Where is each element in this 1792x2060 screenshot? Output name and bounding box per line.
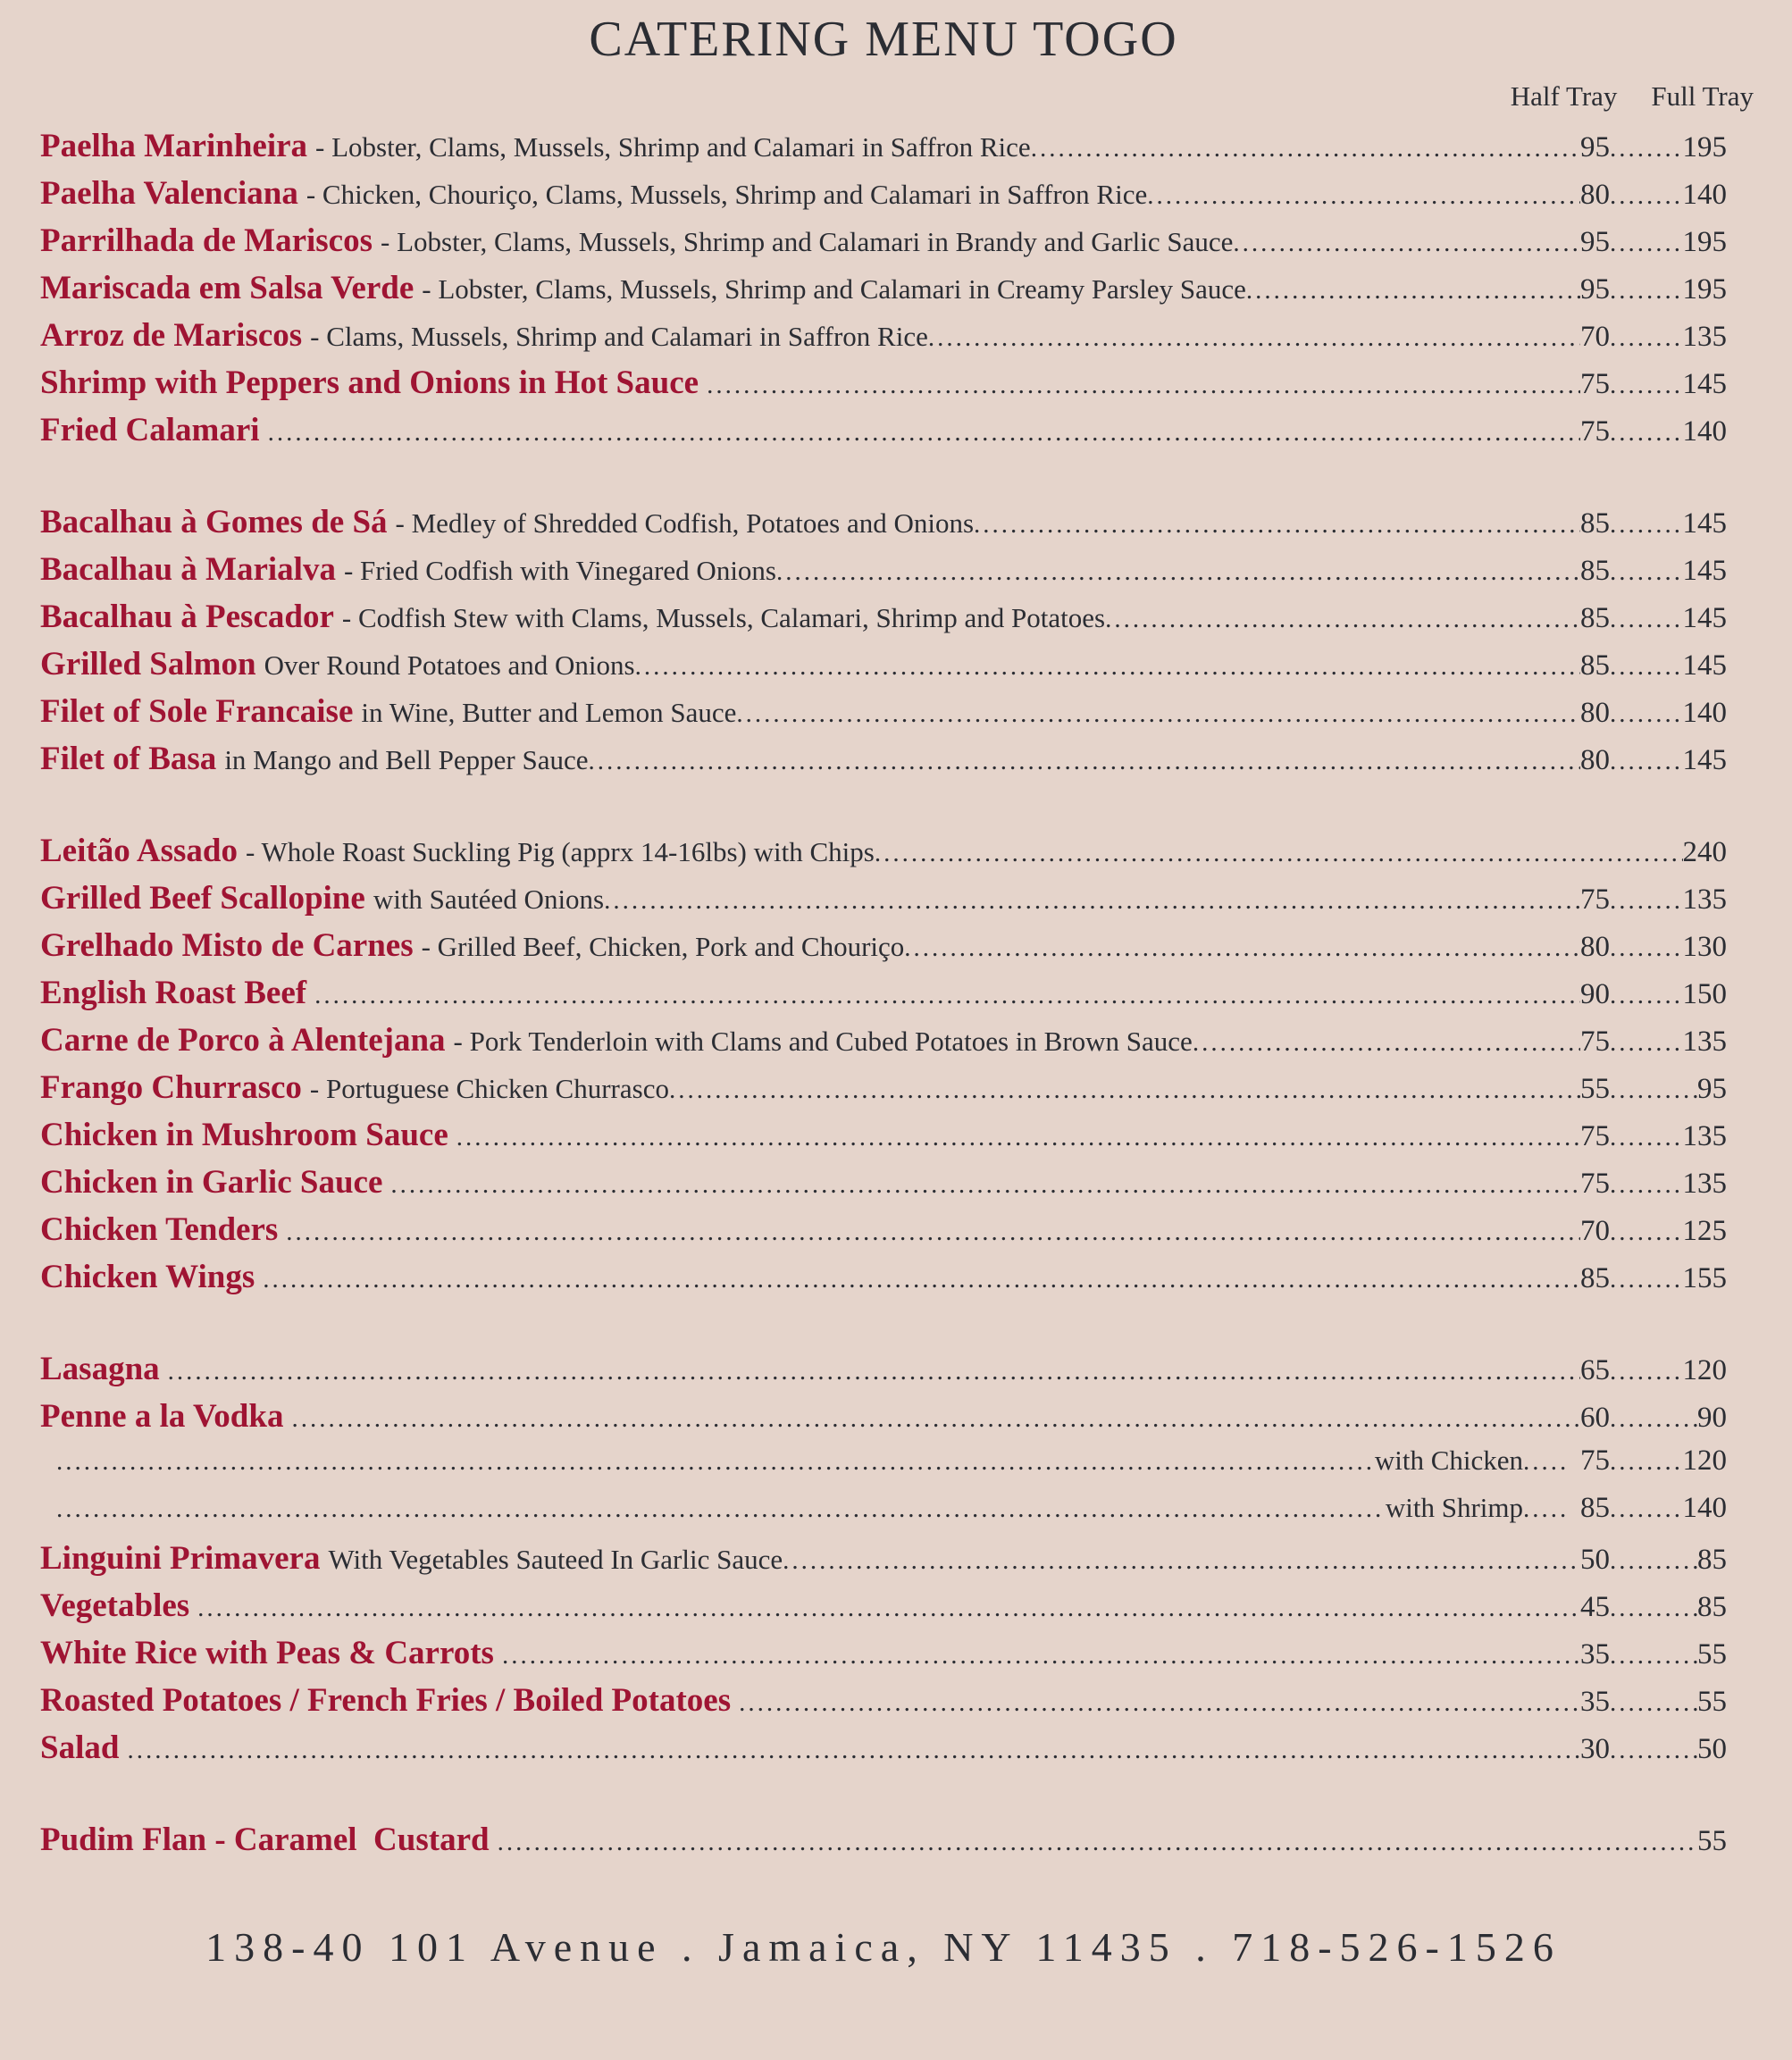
dotted-leader	[904, 934, 1580, 963]
dotted-leader	[974, 510, 1580, 540]
item-name: Paelha Marinheira	[40, 128, 308, 164]
item-name: with Shrimp	[1385, 1492, 1523, 1523]
price-group	[1580, 744, 1727, 777]
menu-item-row	[40, 974, 1727, 1021]
sub-item-dots	[1523, 1495, 1566, 1524]
price-separator-dots	[1610, 557, 1683, 587]
full-tray-price: 145	[1682, 368, 1727, 400]
menu-item-row	[40, 1116, 1727, 1163]
price-group	[1580, 273, 1727, 306]
half-tray-price: 75	[1580, 368, 1610, 400]
half-tray-price: 85	[1580, 1262, 1610, 1294]
item-name: Grilled Salmon	[40, 646, 256, 682]
menu-item-row	[40, 1587, 1727, 1634]
dotted-leader	[127, 1736, 1580, 1765]
half-tray-price: 55	[1580, 1073, 1610, 1105]
item-description: in Wine, Butter and Lemon Sauce	[361, 697, 737, 728]
price-separator-dots	[1610, 1736, 1697, 1765]
price-separator-dots	[1610, 605, 1683, 634]
item-name: Filet of Basa	[40, 741, 217, 777]
price-separator-dots	[1610, 747, 1683, 776]
price-separator-dots	[1610, 510, 1683, 540]
full-tray-price: 155	[1682, 1262, 1727, 1294]
half-tray-column-header: Half Tray	[1510, 80, 1618, 112]
full-tray-price: 195	[1682, 131, 1727, 163]
half-tray-price: 95	[1580, 131, 1610, 163]
dotted-leader	[56, 1447, 1371, 1477]
half-tray-price: 35	[1580, 1686, 1610, 1718]
item-name: White Rice with Peas & Carrots	[40, 1635, 494, 1671]
price-separator-dots	[1610, 1594, 1697, 1623]
half-tray-price: 80	[1580, 697, 1610, 729]
item-name: Penne a la Vodka	[40, 1398, 284, 1435]
item-name: Carne de Porco à Alentejana	[40, 1022, 446, 1059]
half-tray-price: 85	[1580, 649, 1610, 682]
item-name: Parrilhada de Mariscos	[40, 222, 373, 259]
dotted-leader	[56, 1495, 1382, 1524]
page-title: CATERING MENU TOGO	[589, 12, 1178, 67]
dotted-leader	[589, 747, 1580, 776]
menu-item-row	[40, 269, 1727, 316]
full-tray-price: 240	[1682, 836, 1727, 868]
item-name: Paelha Valenciana	[40, 175, 298, 212]
item-name: Bacalhau à Pescador	[40, 599, 334, 635]
price-separator-dots	[1610, 1218, 1683, 1247]
item-description: - Pork Tenderloin with Clams and Cubed Potatoes in Brown Sauce	[453, 1026, 1193, 1057]
dotted-leader	[1233, 229, 1580, 258]
menu-item-row	[40, 1210, 1727, 1258]
price-separator-dots	[1610, 229, 1683, 258]
full-tray-price: 145	[1682, 649, 1727, 682]
half-tray-price: 85	[1580, 507, 1610, 540]
price-separator-dots	[1610, 1076, 1697, 1105]
full-tray-price: 145	[1682, 555, 1727, 587]
menu-sections	[40, 127, 1727, 1868]
dotted-leader	[776, 557, 1580, 587]
price-group	[1580, 697, 1727, 730]
item-description: - Portuguese Chicken Churrasco	[309, 1073, 669, 1104]
price-separator-dots	[1610, 371, 1683, 400]
price-separator-dots	[1610, 1495, 1683, 1524]
item-name: Chicken in Mushroom Sauce	[40, 1117, 448, 1153]
item-name: Chicken Wings	[40, 1259, 255, 1295]
item-name: Chicken in Garlic Sauce	[40, 1164, 383, 1201]
price-group	[1580, 368, 1727, 401]
menu-item-row	[40, 692, 1727, 740]
price-separator-dots	[1610, 1028, 1683, 1058]
half-tray-price: 85	[1580, 602, 1610, 634]
full-tray-price: 135	[1682, 321, 1727, 353]
item-description: - Clams, Mussels, Shrimp and Calamari in Saffron Rice	[310, 321, 928, 352]
half-tray-price: 70	[1580, 1215, 1610, 1247]
full-tray-price: 120	[1682, 1354, 1727, 1386]
item-name: Chicken Tenders	[40, 1211, 279, 1248]
menu-item-row	[40, 1445, 1727, 1492]
dotted-leader	[783, 1546, 1580, 1576]
dotted-leader	[314, 981, 1580, 1010]
item-name: with Chicken	[1374, 1445, 1523, 1476]
full-tray-price: 95	[1697, 1073, 1727, 1105]
menu-item-row	[40, 1634, 1727, 1681]
menu-item-row	[40, 316, 1727, 364]
full-tray-price: 195	[1682, 226, 1727, 258]
price-separator-dots	[1610, 934, 1683, 963]
full-tray-price: 135	[1682, 1120, 1727, 1152]
price-separator-dots	[1610, 1447, 1683, 1477]
menu-item-row	[40, 879, 1727, 926]
price-group	[1580, 1733, 1727, 1766]
price-group	[1580, 1638, 1727, 1671]
full-tray-price: 55	[1697, 1686, 1727, 1718]
price-separator-dots	[1610, 134, 1683, 163]
price-group	[1580, 1026, 1727, 1059]
price-group	[1580, 1168, 1727, 1201]
dotted-leader	[291, 1404, 1580, 1434]
item-description: - Lobster, Clams, Mussels, Shrimp and Calamari in Saffron Rice	[315, 131, 1031, 163]
half-tray-price: 35	[1580, 1638, 1610, 1671]
half-tray-price: 90	[1580, 978, 1610, 1010]
price-group	[1580, 1544, 1727, 1577]
full-tray-price: 135	[1682, 1026, 1727, 1058]
menu-item-row	[40, 364, 1727, 411]
price-group	[1580, 131, 1727, 164]
price-separator-dots	[1610, 1123, 1683, 1152]
half-tray-price: 75	[1580, 1445, 1610, 1477]
item-description: - Medley of Shredded Codfish, Potatoes and Onions	[395, 507, 975, 539]
price-group	[1580, 179, 1727, 212]
half-tray-price: 85	[1580, 1492, 1610, 1524]
half-tray-price: 95	[1580, 226, 1610, 258]
full-tray-price: 50	[1697, 1733, 1727, 1765]
full-tray-price: 55	[1697, 1825, 1727, 1857]
dotted-leader	[1246, 276, 1580, 306]
price-group	[1580, 1445, 1727, 1478]
menu-item-row	[40, 1350, 1727, 1397]
price-group	[1580, 1402, 1727, 1435]
price-group	[1580, 931, 1727, 964]
full-tray-price: 140	[1682, 697, 1727, 729]
full-tray-price: 85	[1697, 1591, 1727, 1623]
price-group	[1580, 415, 1727, 448]
price-group	[1580, 883, 1727, 917]
full-tray-price: 140	[1682, 179, 1727, 211]
price-group	[1580, 1262, 1727, 1295]
item-name: Grilled Beef Scallopine	[40, 880, 365, 917]
full-tray-price: 125	[1682, 1215, 1727, 1247]
dotted-leader	[635, 652, 1580, 682]
price-separator-dots	[1610, 886, 1683, 916]
full-tray-price: 145	[1682, 744, 1727, 776]
menu-item-row	[40, 222, 1727, 269]
price-group	[1580, 978, 1727, 1011]
dotted-leader	[669, 1076, 1580, 1105]
price-group	[1580, 1686, 1727, 1719]
menu-item-row	[40, 1492, 1727, 1539]
half-tray-price: 75	[1580, 1168, 1610, 1200]
menu-item-row	[40, 1821, 1727, 1868]
item-name: Roasted Potatoes / French Fries / Boiled Potatoes	[40, 1682, 732, 1719]
full-tray-price: 90	[1697, 1402, 1727, 1434]
half-tray-price: 80	[1580, 744, 1610, 776]
menu-item-row	[40, 503, 1727, 550]
price-group	[1580, 507, 1727, 540]
dotted-leader	[502, 1641, 1580, 1671]
price-group	[1580, 555, 1727, 588]
full-tray-price: 195	[1682, 273, 1727, 306]
menu-item-row	[40, 1068, 1727, 1116]
item-name: Linguini Primavera	[40, 1540, 321, 1577]
half-tray-price: 65	[1580, 1354, 1610, 1386]
menu-item-row	[40, 740, 1727, 787]
item-description: - Whole Roast Suckling Pig (apprx 14-16lbs) with Chips	[246, 836, 875, 867]
price-separator-dots	[1610, 1170, 1683, 1200]
item-name: Fried Calamari	[40, 412, 260, 448]
full-tray-price: 145	[1682, 602, 1727, 634]
half-tray-price: 45	[1580, 1591, 1610, 1623]
price-group	[1580, 602, 1727, 635]
menu-item-row	[40, 127, 1727, 174]
item-name: Filet of Sole Francaise	[40, 693, 354, 730]
item-name: Bacalhau à Gomes de Sá	[40, 504, 388, 540]
menu-item-row	[40, 174, 1727, 222]
half-tray-price: 70	[1580, 321, 1610, 353]
item-name: Leitão Assado	[40, 833, 239, 869]
price-separator-dots	[1610, 1357, 1683, 1386]
half-tray-price: 75	[1580, 415, 1610, 448]
item-description: with Sautéed Onions	[373, 883, 605, 915]
dotted-leader	[197, 1594, 1580, 1623]
price-group	[1580, 649, 1727, 682]
dotted-leader	[1193, 1028, 1580, 1058]
item-description: in Mango and Bell Pepper Sauce	[224, 744, 589, 775]
price-column-headers	[40, 80, 1754, 113]
dotted-leader	[604, 886, 1580, 916]
dotted-leader	[390, 1170, 1580, 1200]
item-description: Over Round Potatoes and Onions	[264, 649, 635, 681]
menu-item-row	[40, 1258, 1727, 1305]
half-tray-price: 95	[1580, 273, 1610, 306]
price-separator-dots	[1610, 181, 1683, 211]
item-name: Bacalhau à Marialva	[40, 551, 336, 588]
menu-section	[40, 1350, 1727, 1776]
full-tray-column-header: Full Tray	[1651, 80, 1754, 112]
menu-item-row	[40, 1021, 1727, 1068]
half-tray-price: 80	[1580, 931, 1610, 963]
full-tray-price: 55	[1697, 1638, 1727, 1671]
item-description: With Vegetables Sauteed In Garlic Sauce	[328, 1544, 783, 1575]
item-name: Shrimp with Peppers and Onions in Hot Sauce	[40, 364, 699, 401]
item-name: English Roast Beef	[40, 975, 307, 1011]
full-tray-price: 135	[1682, 883, 1727, 916]
full-tray-price: 130	[1682, 931, 1727, 963]
price-separator-dots	[1610, 1404, 1697, 1434]
dotted-leader	[736, 699, 1580, 729]
price-separator-dots	[1610, 699, 1683, 729]
item-description: - Fried Codfish with Vinegared Onions	[343, 555, 776, 586]
price-group	[1683, 836, 1728, 869]
half-tray-price: 85	[1580, 555, 1610, 587]
item-name: Vegetables	[40, 1587, 190, 1624]
price-group	[1580, 226, 1727, 259]
item-name: Pudim Flan - Caramel Custard	[40, 1821, 490, 1858]
price-group	[1580, 321, 1727, 354]
menu-item-row	[40, 926, 1727, 974]
price-separator-dots	[1610, 323, 1683, 353]
price-group	[1580, 1120, 1727, 1153]
menu-section	[40, 503, 1727, 787]
price-group	[1580, 1215, 1727, 1248]
menu-item-row	[40, 550, 1727, 598]
dotted-leader	[1031, 134, 1580, 163]
menu-section	[40, 127, 1727, 458]
item-description: - Lobster, Clams, Mussels, Shrimp and Calamari in Brandy and Garlic Sauce	[381, 226, 1234, 257]
item-name: Frango Churrasco	[40, 1069, 302, 1106]
item-name: Arroz de Mariscos	[40, 317, 303, 354]
price-separator-dots	[1610, 418, 1683, 448]
dotted-leader	[263, 1265, 1580, 1294]
price-separator-dots	[1610, 1688, 1697, 1718]
menu-item-row	[40, 1729, 1727, 1776]
half-tray-price: 50	[1580, 1544, 1610, 1576]
dotted-leader	[1105, 605, 1580, 634]
dotted-leader	[268, 418, 1580, 448]
dotted-leader	[875, 839, 1683, 868]
price-separator-dots	[1610, 1641, 1697, 1671]
full-tray-price: 120	[1682, 1445, 1727, 1477]
menu-item-row	[40, 1397, 1727, 1445]
full-tray-price: 140	[1682, 1492, 1727, 1524]
price-separator-dots	[1610, 652, 1683, 682]
full-tray-price: 135	[1682, 1168, 1727, 1200]
half-tray-price: 75	[1580, 883, 1610, 916]
dotted-leader	[739, 1688, 1580, 1718]
half-tray-price: 30	[1580, 1733, 1610, 1765]
full-tray-price: 150	[1682, 978, 1727, 1010]
dotted-leader	[456, 1123, 1580, 1152]
menu-item-row	[40, 1163, 1727, 1210]
menu-item-row	[40, 1681, 1727, 1729]
price-group	[1697, 1825, 1727, 1858]
half-tray-price: 75	[1580, 1026, 1610, 1058]
sub-item-dots	[1523, 1447, 1566, 1477]
item-description: - Codfish Stew with Clams, Mussels, Calamari, Shrimp and Potatoes	[341, 602, 1106, 633]
item-description: - Grilled Beef, Chicken, Pork and Chouriço	[421, 931, 905, 962]
price-separator-dots	[1610, 1546, 1697, 1576]
price-group	[1580, 1492, 1727, 1525]
menu-item-row	[40, 832, 1727, 879]
full-tray-price: 85	[1697, 1544, 1727, 1576]
dotted-leader	[928, 323, 1580, 353]
half-tray-price: 60	[1580, 1402, 1610, 1434]
menu-section	[40, 832, 1727, 1305]
menu-section	[40, 1821, 1727, 1868]
price-group	[1580, 1073, 1727, 1106]
price-group	[1580, 1591, 1727, 1624]
item-description: - Lobster, Clams, Mussels, Shrimp and Calamari in Creamy Parsley Sauce	[422, 273, 1246, 305]
price-group	[1580, 1354, 1727, 1387]
item-name: Lasagna	[40, 1351, 160, 1387]
half-tray-price: 80	[1580, 179, 1610, 211]
menu-item-row	[40, 645, 1727, 692]
dotted-leader	[707, 371, 1580, 400]
price-separator-dots	[1610, 981, 1683, 1010]
item-name: Salad	[40, 1729, 120, 1766]
item-description: - Chicken, Chouriço, Clams, Mussels, Shrimp and Calamari in Saffron Rice	[306, 179, 1148, 210]
half-tray-price: 75	[1580, 1120, 1610, 1152]
full-tray-price: 145	[1682, 507, 1727, 540]
item-name: Mariscada em Salsa Verde	[40, 270, 415, 306]
dotted-leader	[1147, 181, 1580, 211]
item-name: Grelhado Misto de Carnes	[40, 927, 414, 964]
menu-item-row	[40, 598, 1727, 645]
full-tray-price: 140	[1682, 415, 1727, 448]
menu-item-row	[40, 411, 1727, 458]
dotted-leader	[168, 1357, 1580, 1386]
price-separator-dots	[1610, 276, 1683, 306]
footer-address: 138-40 101 Avenue . Jamaica, NY 11435 . 718-526-1526	[205, 1924, 1562, 1970]
dotted-leader	[498, 1828, 1697, 1857]
price-separator-dots	[1610, 1265, 1683, 1294]
dotted-leader	[286, 1218, 1580, 1247]
menu-item-row	[40, 1539, 1727, 1587]
